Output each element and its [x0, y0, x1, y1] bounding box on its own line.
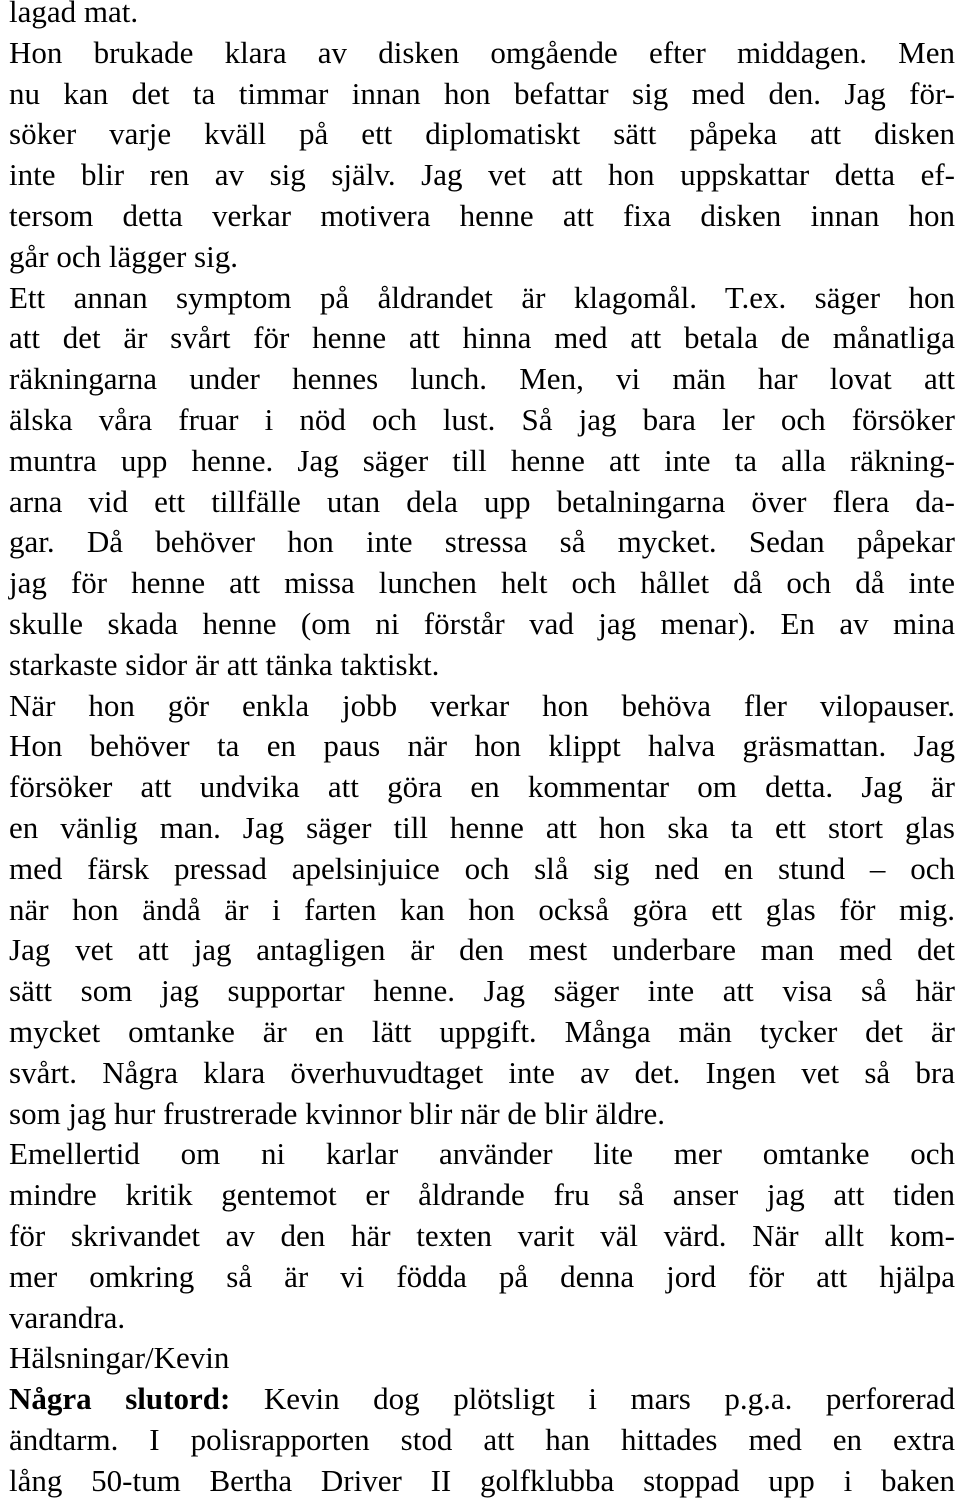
- text-line: inte blir ren av sig själv. Jag vet att hon uppskattar detta ef-: [9, 157, 955, 193]
- text-line: skulle skada henne (om ni förstår vad jag menar). En av mina: [9, 605, 955, 641]
- body-text: [9, 0, 955, 1379]
- text-line: Hon behöver ta en paus när hon klippt halva gräsmattan. Jag: [9, 728, 955, 764]
- document-page: [9, 0, 955, 1501]
- text-line: för skrivandet av den här texten varit väl värd. När allt kom-: [9, 1217, 955, 1253]
- text-line: när hon ändå är i farten kan hon också göra ett glas för mig.: [9, 891, 955, 927]
- text-line: mer omkring så är vi födda på denna jord för att hjälpa: [9, 1258, 955, 1294]
- text-line: älska våra fruar i nöd och lust. Så jag bara ler och försöker: [9, 401, 955, 437]
- closing-line: [9, 1379, 955, 1420]
- text-line: jag för henne att missa lunchen helt och hållet då och då inte: [9, 565, 955, 601]
- text-line: mycket omtanke är en lätt uppgift. Många män tycker det är: [9, 1013, 955, 1049]
- text-line: en vänlig man. Jag säger till henne att hon ska ta ett stort glas: [9, 809, 955, 845]
- text-line: Hon brukade klara av disken omgående efter middagen. Men: [9, 34, 955, 70]
- text-line: Jag vet att jag antagligen är den mest underbare man med det: [9, 932, 955, 968]
- text-line: När hon gör enkla jobb verkar hon behöva fler vilopauser.: [9, 687, 955, 723]
- text-line: tersom detta verkar motivera henne att fixa disken innan hon: [9, 197, 955, 233]
- text-line: försöker att undvika att göra en kommentar om detta. Jag är: [9, 769, 955, 805]
- text-line: Ett annan symptom på åldrandet är klagomål. T.ex. säger hon: [9, 279, 955, 315]
- text-line: Hälsningar/Kevin: [9, 1340, 230, 1376]
- text-line: starkaste sidor är att tänka taktiskt.: [9, 646, 440, 682]
- text-line: Emellertid om ni karlar använder lite mer omtanke och: [9, 1136, 955, 1172]
- text-line: varandra.: [9, 1299, 126, 1335]
- text-line: lagad mat.: [9, 0, 139, 29]
- closing-label: Några slutord:: [9, 1381, 231, 1417]
- text-line: sätt som jag supportar henne. Jag säger inte att visa så här: [9, 973, 955, 1009]
- text-line: nu kan det ta timmar innan hon befattar sig med den. Jag för-: [9, 75, 955, 111]
- text-line: lång 50-tum Bertha Driver II golfklubba stoppad upp i baken: [9, 1462, 955, 1498]
- text-line: ändtarm. I polisrapporten stod att han hittades med en extra: [9, 1421, 955, 1457]
- text-line: muntra upp henne. Jag säger till henne att inte ta alla räkning-: [9, 442, 955, 478]
- text-line: söker varje kväll på ett diplomatiskt sätt påpeka att disken: [9, 116, 955, 152]
- text-line: svårt. Några klara överhuvudtaget inte av det. Ingen vet så bra: [9, 1054, 955, 1090]
- text-line: arna vid ett tillfälle utan dela upp betalningarna över flera da-: [9, 483, 955, 519]
- closing-text: Kevin dog plötsligt i mars p.g.a. perforerad: [230, 1381, 955, 1417]
- text-line: gar. Då behöver hon inte stressa så mycket. Sedan påpekar: [9, 524, 955, 560]
- text-line: räkningarna under hennes lunch. Men, vi män har lovat att: [9, 361, 955, 397]
- trailing-text: [9, 1420, 955, 1501]
- text-line: med färsk pressad apelsinjuice och slå sig ned en stund – och: [9, 850, 955, 886]
- text-line: mindre kritik gentemot er åldrande fru så anser jag att tiden: [9, 1177, 955, 1213]
- text-line: att det är svårt för henne att hinna med att betala de månatliga: [9, 320, 955, 356]
- text-line: som jag hur frustrerade kvinnor blir när de blir äldre.: [9, 1095, 665, 1131]
- text-line: går och lägger sig.: [9, 238, 238, 274]
